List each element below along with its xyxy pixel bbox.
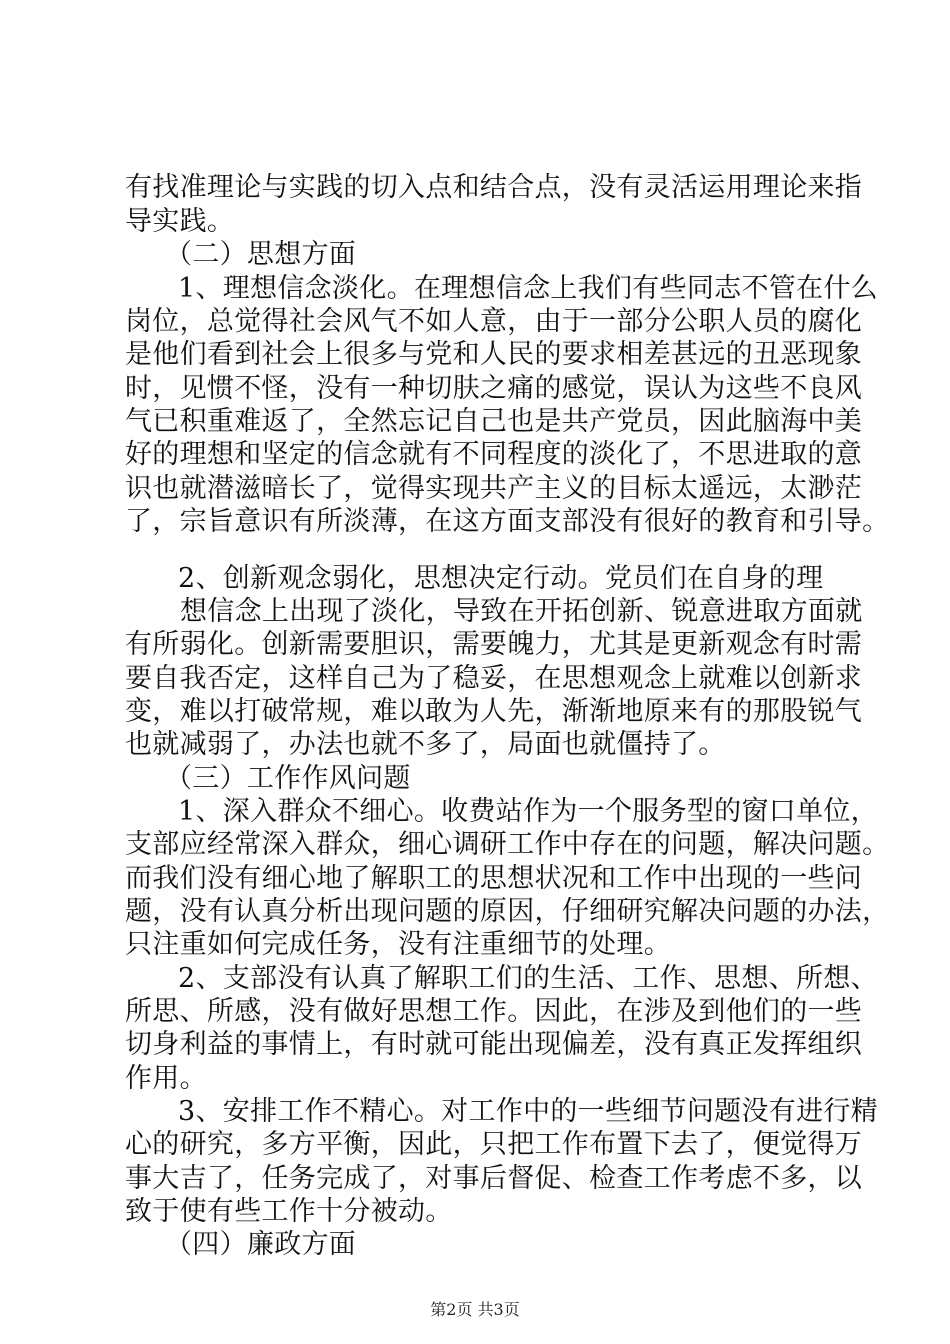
- text-line: 致于使有些工作十分被动。: [125, 1196, 453, 1227]
- section-heading: （二）思想方面: [165, 239, 357, 270]
- text-line: 所思、所感，没有做好思想工作。因此，在涉及到他们的一些: [125, 996, 863, 1027]
- text-line: 是他们看到社会上很多与党和人民的要求相差甚远的丑恶现象: [125, 339, 863, 370]
- text-line: 1、深入群众不细心。收费站作为一个服务型的窗口单位，: [178, 796, 878, 827]
- text-line: 有所弱化。创新需要胆识，需要魄力，尤其是更新观念有时需: [125, 629, 863, 660]
- text-line: 了，宗旨意识有所淡薄，在这方面支部没有很好的教育和引导。: [125, 506, 890, 537]
- text-line: 好的理想和坚定的信念就有不同程度的淡化了，不思进取的意: [125, 439, 863, 470]
- text-line: 1、理想信念淡化。在理想信念上我们有些同志不管在什么: [178, 273, 878, 304]
- text-line: 也就减弱了，办法也就不多了，局面也就僵持了。: [125, 729, 726, 760]
- text-line: 支部应经常深入群众，细心调研工作中存在的问题，解决问题。: [125, 829, 890, 860]
- text-line: 事大吉了，任务完成了，对事后督促、检查工作考虑不多，以: [125, 1163, 863, 1194]
- section-heading: （四）廉政方面: [165, 1229, 357, 1260]
- text-line: 作用。: [125, 1063, 207, 1094]
- section-heading: （三）工作作风问题: [165, 763, 411, 794]
- text-line: 只注重如何完成任务，没有注重细节的处理。: [125, 929, 671, 960]
- page-number-footer: 第2页 共3页: [430, 1300, 520, 1319]
- text-line: 想信念上出现了淡化，导致在开拓创新、锐意进取方面就: [180, 596, 863, 627]
- text-line: 2、创新观念弱化，思想决定行动。党员们在自身的理: [178, 563, 824, 594]
- text-line: 岗位，总觉得社会风气不如人意，由于一部分公职人员的腐化: [125, 306, 863, 337]
- text-line: 要自我否定，这样自己为了稳妥，在思想观念上就难以创新求: [125, 663, 863, 694]
- text-line: 变，难以打破常规，难以敢为人先，渐渐地原来有的那股锐气: [125, 696, 863, 727]
- text-line: 心的研究，多方平衡，因此，只把工作布置下去了，便觉得万: [125, 1129, 863, 1160]
- text-line: 有找准理论与实践的切入点和结合点，没有灵活运用理论来指: [125, 172, 863, 203]
- text-line: 识也就潜滋暗长了，觉得实现共产主义的目标太遥远，太渺茫: [125, 473, 863, 504]
- text-line: 2、支部没有认真了解职工们的生活、工作、思想、所想、: [178, 963, 878, 994]
- text-line: 3、安排工作不精心。对工作中的一些细节问题没有进行精: [178, 1096, 878, 1127]
- text-line: 切身利益的事情上，有时就可能出现偏差，没有真正发挥组织: [125, 1029, 863, 1060]
- text-line: 气已积重难返了，全然忘记自己也是共产党员，因此脑海中美: [125, 406, 863, 437]
- text-line: 导实践。: [125, 206, 235, 237]
- text-line: 时，见惯不怪，没有一种切肤之痛的感觉，误认为这些不良风: [125, 373, 863, 404]
- text-line: 题，没有认真分析出现问题的原因，仔细研究解决问题的办法，: [125, 896, 890, 927]
- text-line: 而我们没有细心地了解职工的思想状况和工作中出现的一些问: [125, 863, 863, 894]
